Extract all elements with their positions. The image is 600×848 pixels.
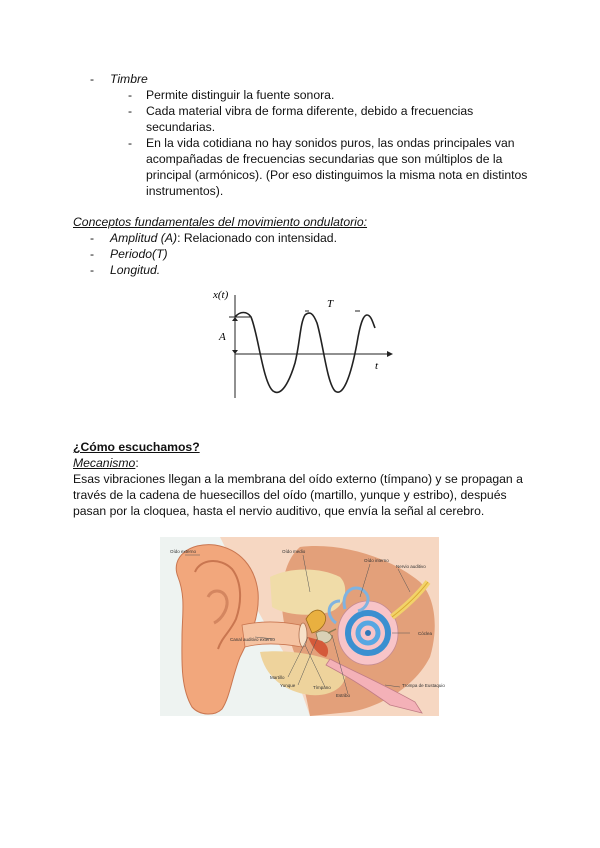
- timbre-item-1: Permite distinguir la fuente sonora.: [146, 88, 335, 102]
- concept-length: Longitud.: [110, 263, 161, 277]
- label-inner-ear: Oído interno: [364, 558, 389, 563]
- amplitude-text: : Relacionado con intensidad.: [177, 231, 337, 245]
- bullet-dash: -: [90, 263, 95, 277]
- timbre-label: Timbre: [110, 72, 148, 86]
- bullet-dash: -: [90, 72, 95, 86]
- mechanism-line-3: pasan por la cloquea, hasta el nervio auditivo, que envía la señal al cerebro.: [73, 504, 485, 518]
- mechanism-colon: :: [135, 456, 139, 470]
- label-canal: Canal auditivo externo: [230, 637, 275, 642]
- mechanism-subtitle: [73, 455, 139, 471]
- amplitude-arrow-up: [232, 317, 238, 321]
- ear-illustration: [160, 537, 445, 716]
- bullet-dash: -: [90, 231, 95, 245]
- period-label: T: [327, 298, 334, 310]
- timbre-item-2-line-2: secundarias.: [146, 120, 216, 134]
- sine-wave: [235, 313, 375, 393]
- ear-anatomy-image: [160, 537, 445, 716]
- bullet-dash: -: [90, 247, 95, 261]
- timbre-item-3-line-1: En la vida cotidiana no hay sonidos puros, las ondas principales van: [146, 136, 515, 150]
- concepts-heading: Conceptos fundamentales del movimiento ondulatorio:: [73, 215, 368, 229]
- section-title: ¿Cómo escuchamos?: [73, 440, 200, 454]
- wave-figure: [205, 283, 395, 403]
- x-axis-label: t: [375, 360, 379, 372]
- timbre-item-3-line-3: principal (armónicos). (Por eso distinguimos la misma nota en distintos: [146, 168, 528, 182]
- label-anvil: Yunque: [280, 683, 296, 688]
- timbre-item-3-line-2: acompañadas de frecuencias secundarias que son múltiplos de la: [146, 152, 503, 166]
- mechanism-line-1: Esas vibraciones llegan a la membrana del oído externo (tímpano) y se propagan a: [73, 472, 523, 486]
- y-axis-label: x(t): [213, 289, 229, 301]
- concept-amplitude: [110, 230, 337, 246]
- label-hammer: Martillo: [270, 675, 285, 680]
- label-eardrum: Tímpano: [313, 685, 331, 690]
- concept-period: Periodo(T): [110, 247, 168, 261]
- label-cochlea: Cóclea: [418, 631, 433, 636]
- amplitude-label: Amplitud (A): [110, 231, 178, 245]
- label-outer-ear: Oído externo: [170, 549, 197, 554]
- label-auditory-nerve: Nervio auditivo: [396, 564, 426, 569]
- label-stirrup: Estribo: [336, 693, 351, 698]
- bullet-dash: -: [128, 88, 133, 102]
- mechanism-line-2: través de la cadena de huesecillos del oído (martillo, yunque y estribo), después: [73, 488, 507, 502]
- bullet-dash: -: [128, 104, 133, 118]
- bullet-dash: -: [128, 136, 133, 150]
- label-middle-ear: Oído medio: [282, 549, 306, 554]
- timbre-item-3-line-4: instrumentos).: [146, 184, 224, 198]
- amplitude-arrow-down: [232, 350, 238, 354]
- amplitude-label: A: [219, 331, 226, 343]
- mechanism-label: Mecanismo: [73, 456, 136, 470]
- timbre-item-2-line-1: Cada material vibra de forma diferente, debido a frecuencias: [146, 104, 474, 118]
- x-axis-arrow: [387, 351, 393, 357]
- label-eustachian: Trompa de Eustaquio: [402, 683, 445, 688]
